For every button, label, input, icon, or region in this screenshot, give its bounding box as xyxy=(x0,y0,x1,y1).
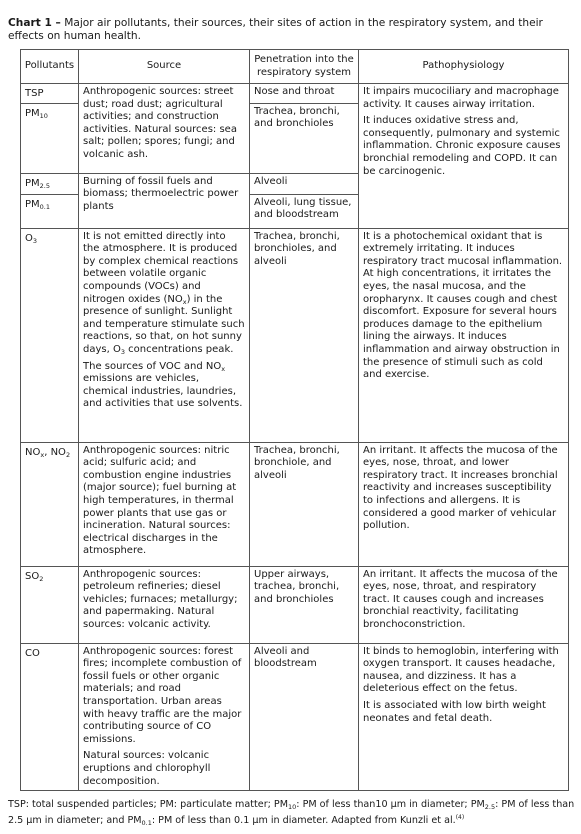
penetration-pm10: Trachea, bronchi, and bronchioles xyxy=(250,103,359,173)
table-row xyxy=(21,643,569,791)
table-caption xyxy=(8,17,574,43)
source-so2: Anthropogenic sources: petroleum refineries; diesel vehicles; furnaces; metallurgy; and papermaking. Natural sources: volcanic activity. xyxy=(79,566,250,643)
penetration-co: Alveoli and bloodstream xyxy=(250,643,359,791)
pathophysiology-so2: An irritant. It affects the mucosa of the eyes, nose, throat, and respiratory tract. It causes cough and increases bronchial reactivity, facilitating bronchoconstriction. xyxy=(359,566,569,643)
pathophysiology-co-p2: It is associated with low birth weight neonates and fetal death. xyxy=(363,699,546,724)
pollutant-nox: $NO_x$, $NO_2$ xyxy=(21,442,79,566)
caption-text: Major air pollutants, their sources, their sites of action in the respiratory system, and their effects on human health. xyxy=(8,17,543,42)
source-o3-p1: It is not emitted directly into the atmosphere. It is produced by complex chemical reactions between volatile organic compounds (VOCs) and nitrogen oxides $(NO_x)$ in the presence of sunlight. Sunlight and temperature stimulate such reactions, so that, on hot sunny days, $O_3$ concentrations peak. xyxy=(83,230,245,356)
table-row xyxy=(21,84,569,104)
pollutant-co: CO xyxy=(21,643,79,791)
pollutant-pm10: $PM_{10}$ xyxy=(21,103,79,173)
penetration-pm01: Alveoli, lung tissue, and bloodstream xyxy=(250,194,359,228)
header-pollutants: Pollutants xyxy=(21,50,79,84)
pollutant-o3: $O_3$ xyxy=(21,228,79,442)
pathophysiology-o3: It is a photochemical oxidant that is extremely irritating. It induces respiratory tract mucosal inflammation. At high concentrations, it irritates the eyes, the nasal mucosa, and the oropharynx. It causes cough and chest discomfort. Exposure for several hours produces damage to the epithelium lining the airways. It induces inflammation and airway obstruction in the presence of stimuli such as cold and exercise. xyxy=(359,228,569,442)
table-row xyxy=(21,566,569,643)
source-tsp-pm10: Anthropogenic sources: street dust; road dust; agricultural activities; and construction activities. Natural sources: sea salt; pollen; spores; fungi; and volcanic ash. xyxy=(79,84,250,174)
source-pm25-pm01: Burning of fossil fuels and biomass; thermoelectric power plants xyxy=(79,173,250,228)
header-source: Source xyxy=(79,50,250,84)
source-nox: Anthropogenic sources: nitric acid; sulfuric acid; and combustion engine industries (major source); fuel burning at high temperatures, in thermal power plants that use gas or incineration. Natural sources: electrical discharges in the atmosphere. xyxy=(79,442,250,566)
source-co-p2: Natural sources: volcanic eruptions and chlorophyll decomposition. xyxy=(83,750,211,787)
penetration-pm25: Alveoli xyxy=(250,173,359,194)
reference-marker: (4) xyxy=(455,814,465,821)
source-o3-p2: The sources of VOC and $NO_x$ emissions are vehicles, chemical industries, laundries, and activities that use solvents. xyxy=(83,360,243,410)
penetration-so2: Upper airways, trachea, bronchi, and bronchioles xyxy=(250,566,359,643)
pollutant-tsp: TSP xyxy=(21,84,79,104)
pollutant-so2: $SO_2$ xyxy=(21,566,79,643)
pollutant-pm01: $PM_{0.1}$ xyxy=(21,194,79,228)
penetration-tsp: Nose and throat xyxy=(250,84,359,104)
table-footnote: TSP: total suspended particles; PM: particulate matter; $PM_{10}$: PM of less than10 µm in diameter; $PM_{2.5}$: PM of less than 2.5 µm in diameter; and $PM_{0.1}$: PM of less than 0.1 µm in diameter. Adapted from Kunzli et al.$^{(4)}$ xyxy=(8,799,575,828)
table-row xyxy=(21,228,569,442)
caption-label: Chart 1 – xyxy=(8,17,61,29)
penetration-o3: Trachea, bronchi, bronchioles, and alveoli xyxy=(250,228,359,442)
header-penetration: Penetration into the respiratory system xyxy=(250,50,359,84)
pathophysiology-nox: An irritant. It affects the mucosa of the eyes, nose, throat, and lower respiratory tract. It increases bronchial reactivity and increases susceptibility to infections and allergens. It is considered a good marker of vehicular pollution. xyxy=(359,442,569,566)
table-row xyxy=(21,442,569,566)
pathophysiology-pm-p1: It impairs mucociliary and macrophage activity. It causes airway irritation. xyxy=(363,86,559,110)
pollutant-pm25: $PM_{2.5}$ xyxy=(21,173,79,194)
pathophysiology-co-p1: It binds to hemoglobin, interfering with oxygen transport. It causes headache, nausea, and dizziness. It has a deleterious effect on the fetus. xyxy=(363,645,559,695)
pollutants-table xyxy=(20,49,569,791)
pathophysiology-pm xyxy=(359,84,569,229)
pathophysiology-co xyxy=(359,643,569,791)
header-pathophysiology: Pathophysiology xyxy=(359,50,569,84)
pathophysiology-pm-p2: It induces oxidative stress and, consequently, pulmonary and systemic inflammation. Chronic exposure causes bronchial remodeling and COPD. It can be carcinogenic. xyxy=(363,115,561,177)
source-co xyxy=(79,643,250,791)
header-row xyxy=(21,50,569,84)
source-co-p1: Anthropogenic sources: forest fires; incomplete combustion of fossil fuels or other organic materials; and road transportation. Urban areas with heavy traffic are the major contributing source of CO emissions. xyxy=(83,645,242,745)
penetration-nox: Trachea, bronchi, bronchiole, and alveoli xyxy=(250,442,359,566)
source-o3 xyxy=(79,228,250,442)
